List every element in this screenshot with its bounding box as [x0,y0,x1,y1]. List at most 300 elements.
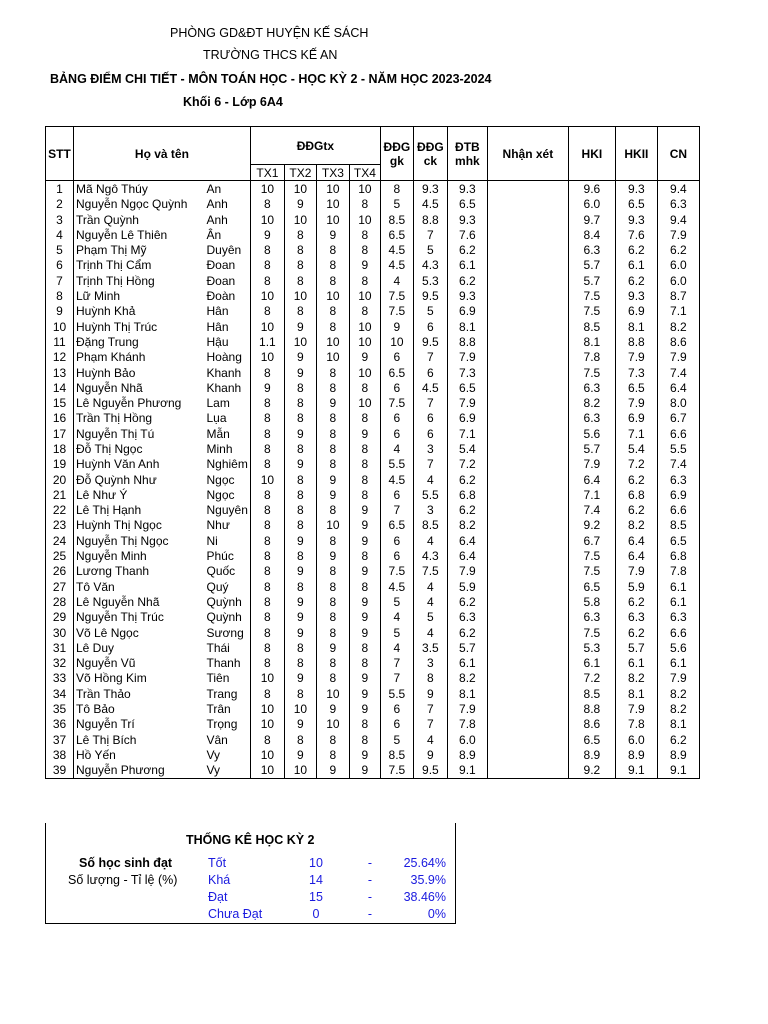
table-row [46,365,700,380]
table-cell: 8 [284,227,316,242]
table-cell: 7.9 [447,350,487,365]
table-cell: 8 [349,457,380,472]
table-cell: 8 [250,564,284,579]
table-cell: Hoàng [205,350,251,365]
table-cell: 6 [380,487,413,502]
table-cell: 8 [349,487,380,502]
table-cell: 30 [46,625,74,640]
statistics-count: 10 [309,856,323,870]
table-cell: Vy [205,747,251,762]
table-cell: 8 [349,197,380,212]
table-cell: Ni [205,533,251,548]
table-cell: 7.5 [380,564,413,579]
table-cell: 8.5 [657,518,699,533]
table-cell [487,487,568,502]
table-cell: 9 [349,594,380,609]
table-cell: 6.8 [447,487,487,502]
col-tx1: TX1 [250,165,284,181]
table-cell: 5.7 [568,441,615,456]
table-cell: 5.5 [380,686,413,701]
table-cell: 3 [413,441,447,456]
table-cell: 9 [316,548,349,563]
table-cell: Lê Thị Hạnh [74,503,205,518]
table-cell: 4.3 [413,258,447,273]
table-cell: 9 [316,763,349,779]
table-cell: 6.2 [657,732,699,747]
table-cell [487,197,568,212]
table-cell: 5 [380,197,413,212]
table-cell: Huỳnh Khả [74,304,205,319]
table-cell: 8 [316,426,349,441]
table-cell: 8.2 [657,319,699,334]
col-tx3: TX3 [316,165,349,181]
table-cell: Tô Bảo [74,701,205,716]
table-row [46,564,700,579]
table-cell: 7.8 [447,717,487,732]
table-cell [487,181,568,197]
table-cell: 5.3 [413,273,447,288]
table-cell: 6.3 [447,610,487,625]
table-cell: Đoan [205,273,251,288]
table-cell: 8 [250,487,284,502]
table-cell [487,732,568,747]
table-cell: 9 [316,701,349,716]
table-cell: 8 [284,258,316,273]
table-cell: 8 [316,319,349,334]
table-cell: 10 [316,181,349,197]
table-cell: 8.1 [568,334,615,349]
table-cell: 5.5 [413,487,447,502]
table-cell [487,472,568,487]
table-cell: 5.8 [568,594,615,609]
table-cell: 9.2 [568,518,615,533]
table-cell: 9.3 [615,181,657,197]
table-cell: 9 [284,594,316,609]
table-cell: Ân [205,227,251,242]
table-cell: 6.6 [657,426,699,441]
table-cell: Hậu [205,334,251,349]
table-cell: 7.8 [568,350,615,365]
table-cell: 6.1 [615,258,657,273]
table-cell: 6.5 [568,579,615,594]
table-cell: 8 [250,625,284,640]
table-cell: Lê Nguyễn Nhã [74,594,205,609]
table-cell: 9 [349,671,380,686]
table-cell: 4 [380,441,413,456]
table-cell: 3 [413,656,447,671]
table-cell: 8.9 [447,747,487,762]
table-cell: 8 [284,732,316,747]
table-cell: Khanh [205,380,251,395]
table-cell [487,395,568,410]
table-cell: 9 [316,227,349,242]
table-row [46,334,700,349]
table-cell: Võ Hồng Kim [74,671,205,686]
table-cell: 6 [380,701,413,716]
table-cell: 10 [316,717,349,732]
table-cell: 6.2 [615,472,657,487]
table-cell: 6.2 [615,503,657,518]
table-cell: Đỗ Thị Ngọc [74,441,205,456]
table-cell: 8 [316,411,349,426]
table-cell: 8 [316,273,349,288]
table-cell: 8.1 [657,717,699,732]
table-cell: 9 [284,426,316,441]
table-cell: 9 [413,747,447,762]
table-cell: 10 [250,472,284,487]
table-cell: 10 [250,350,284,365]
table-row [46,411,700,426]
table-cell: Tiên [205,671,251,686]
table-cell: 7.9 [568,457,615,472]
table-cell: 10 [316,334,349,349]
table-cell: 7.5 [568,625,615,640]
table-cell: Nghiêm [205,457,251,472]
table-cell: 8 [284,441,316,456]
statistics-name: Đạt [208,890,228,904]
table-cell: 6.3 [657,472,699,487]
table-cell: 8 [316,365,349,380]
table-cell [487,227,568,242]
table-cell: 6 [380,426,413,441]
table-cell [487,518,568,533]
table-cell: 6 [413,319,447,334]
table-cell: 9 [349,564,380,579]
table-row [46,671,700,686]
table-row [46,763,700,779]
table-cell: 8 [250,395,284,410]
table-cell: 10 [349,212,380,227]
table-cell: 4 [413,533,447,548]
table-cell: Lương Thanh [74,564,205,579]
table-cell: Nguyễn Thị Tú [74,426,205,441]
table-cell: 8.6 [657,334,699,349]
table-cell: 8 [284,686,316,701]
department-title: PHÒNG GD&ĐT HUYỆN KẾ SÁCH [170,26,369,40]
table-cell: Nguyễn Phương [74,763,205,779]
table-cell: Đoàn [205,288,251,303]
table-cell: 7.5 [380,288,413,303]
table-cell: 8 [250,686,284,701]
table-cell [487,656,568,671]
table-cell: 8.9 [568,747,615,762]
table-cell: 7.9 [657,671,699,686]
table-cell: 10 [250,763,284,779]
table-cell: 7.1 [657,304,699,319]
table-row [46,487,700,502]
table-cell: 10 [349,395,380,410]
table-cell: 8 [349,411,380,426]
table-cell: 4.5 [413,197,447,212]
table-cell: Quỳnh [205,594,251,609]
table-cell: 9 [284,319,316,334]
table-cell: 9 [284,365,316,380]
table-cell: Quốc [205,564,251,579]
table-cell: 8 [316,656,349,671]
table-cell: 4 [380,640,413,655]
table-cell: 9 [284,625,316,640]
table-cell: 9 [284,564,316,579]
table-row [46,625,700,640]
table-cell: Phạm Khánh [74,350,205,365]
table-cell: 6.3 [568,411,615,426]
table-cell: 10 [284,181,316,197]
table-cell: 9 [413,686,447,701]
table-cell: 8.9 [615,747,657,762]
table-cell: 5.7 [568,258,615,273]
statistics-dash: - [367,907,373,921]
table-cell: 8 [284,518,316,533]
table-cell: 10 [250,212,284,227]
table-cell: 8.9 [657,747,699,762]
table-cell: 9 [316,472,349,487]
table-cell: 28 [46,594,74,609]
table-cell: 8 [316,625,349,640]
table-cell: 6 [380,533,413,548]
table-cell: 14 [46,380,74,395]
table-cell: 8.2 [657,701,699,716]
table-cell: 5.9 [615,579,657,594]
table-cell: 7.4 [657,365,699,380]
table-cell: 7.4 [657,457,699,472]
table-cell: 8 [316,671,349,686]
table-cell: 6.5 [380,518,413,533]
table-cell: 16 [46,411,74,426]
table-cell: 31 [46,640,74,655]
table-cell: 5 [413,610,447,625]
table-cell: 8 [250,533,284,548]
table-cell: 10 [380,334,413,349]
table-cell: 8 [349,717,380,732]
table-cell: 8 [284,656,316,671]
table-cell: Nguyễn Vũ [74,656,205,671]
table-row [46,610,700,625]
statistics-panel [45,823,456,924]
table-row [46,503,700,518]
table-row [46,426,700,441]
statistics-dash: - [367,890,373,904]
table-cell [487,503,568,518]
table-cell: 6.4 [568,472,615,487]
table-cell: 8 [250,457,284,472]
table-cell: 8 [284,304,316,319]
table-cell: 8 [316,242,349,257]
table-cell: 7 [413,395,447,410]
table-cell: 4.5 [380,579,413,594]
table-cell: 7.5 [568,288,615,303]
table-cell: 5.6 [568,426,615,441]
grade-table [45,126,700,779]
table-cell [487,747,568,762]
table-cell: 36 [46,717,74,732]
table-cell: 6.2 [447,625,487,640]
table-cell: 6.2 [615,242,657,257]
table-cell: 27 [46,579,74,594]
table-cell: Mẫn [205,426,251,441]
table-cell: Phạm Thị Mỹ [74,242,205,257]
table-cell: 25 [46,548,74,563]
table-cell: 8 [413,671,447,686]
table-cell [487,365,568,380]
table-cell: 6.2 [615,273,657,288]
table-cell: 8.2 [447,671,487,686]
table-cell: 6.3 [568,242,615,257]
table-cell: 10 [349,365,380,380]
table-cell: Vy [205,763,251,779]
table-cell [487,426,568,441]
table-cell: 10 [316,288,349,303]
table-cell: Phúc [205,548,251,563]
table-cell: 9 [284,197,316,212]
table-cell: 7 [413,227,447,242]
table-cell: 8.2 [657,686,699,701]
grade-table-body [46,181,700,779]
table-cell: 4 [380,610,413,625]
table-cell: 6.9 [615,304,657,319]
table-cell: 8 [349,227,380,242]
table-cell: Lê Như Ý [74,487,205,502]
table-cell: 35 [46,701,74,716]
statistics-title: THỐNG KÊ HỌC KỲ 2 [186,833,315,847]
table-cell [487,334,568,349]
table-row [46,212,700,227]
table-cell: 7.8 [615,717,657,732]
table-cell: 24 [46,533,74,548]
table-cell: 7.9 [615,564,657,579]
table-cell: 9.4 [657,212,699,227]
table-cell: 8.1 [447,319,487,334]
table-cell: Nguyễn Lê Thiên [74,227,205,242]
table-cell: 1.1 [250,334,284,349]
table-cell: 9.5 [413,763,447,779]
table-cell [487,686,568,701]
table-cell: 6.5 [447,197,487,212]
table-cell: 8.8 [568,701,615,716]
table-cell: 3.5 [413,640,447,655]
table-cell: 9 [349,747,380,762]
table-cell: 7.4 [568,503,615,518]
table-cell: 8 [250,242,284,257]
col-comment: Nhận xét [487,127,568,181]
table-cell: 8 [284,487,316,502]
table-cell: 4.5 [380,258,413,273]
table-cell: 8 [349,548,380,563]
table-cell [487,212,568,227]
table-cell: 6 [46,258,74,273]
table-cell: 8.0 [657,395,699,410]
table-cell: An [205,181,251,197]
table-cell: Huỳnh Thị Trúc [74,319,205,334]
table-cell: 8 [250,656,284,671]
table-cell: 8.5 [568,319,615,334]
table-cell: 6.4 [657,380,699,395]
table-cell: Đỗ Quỳnh Như [74,472,205,487]
table-row [46,304,700,319]
col-tx4: TX4 [349,165,380,181]
table-cell: 7.9 [447,395,487,410]
table-cell: 8 [316,533,349,548]
table-cell [487,457,568,472]
table-cell: Anh [205,197,251,212]
table-cell: 9.3 [615,212,657,227]
table-cell: 10 [250,701,284,716]
table-cell: 6 [380,548,413,563]
table-cell: 8 [284,579,316,594]
table-cell: 7.9 [657,227,699,242]
table-cell: 10 [316,212,349,227]
table-cell: 7 [413,350,447,365]
table-cell: 32 [46,656,74,671]
table-cell: Nguyễn Ngọc Quỳnh [74,197,205,212]
table-cell: 8 [250,304,284,319]
table-row [46,518,700,533]
table-cell: 7.2 [447,457,487,472]
table-cell: 10 [316,518,349,533]
table-cell: 7.6 [447,227,487,242]
statistics-pct: 25.64% [403,856,446,870]
table-cell: 7.3 [447,365,487,380]
table-cell: 10 [349,334,380,349]
table-cell: 8 [316,457,349,472]
table-cell: 9 [284,747,316,762]
table-cell: 8 [284,411,316,426]
statistics-count: 14 [309,873,323,887]
table-cell [487,548,568,563]
table-cell: 6.3 [657,610,699,625]
table-cell: 7.5 [568,365,615,380]
table-cell: 8 [250,640,284,655]
table-cell: 9 [284,457,316,472]
table-cell: 5.7 [568,273,615,288]
table-cell: 6 [380,717,413,732]
table-cell: 5.9 [447,579,487,594]
table-cell: 4 [413,579,447,594]
table-cell: Trần Thảo [74,686,205,701]
table-cell: 6.2 [615,625,657,640]
table-cell: Nguyễn Trí [74,717,205,732]
table-cell: Lê Nguyễn Phương [74,395,205,410]
table-cell: 8 [250,426,284,441]
col-ddggk: ĐĐG gk [380,127,413,181]
table-cell: 6.1 [447,258,487,273]
table-cell: 10 [349,319,380,334]
table-cell: 10 [284,763,316,779]
table-row [46,548,700,563]
table-cell: 7 [380,671,413,686]
table-cell: 34 [46,686,74,701]
table-cell: 6.3 [568,610,615,625]
table-cell: 6.6 [657,625,699,640]
col-name: Họ và tên [74,127,251,181]
table-cell: 9 [349,701,380,716]
table-cell: 8.5 [568,686,615,701]
table-cell [487,701,568,716]
table-row [46,441,700,456]
table-row [46,457,700,472]
table-cell: 26 [46,564,74,579]
table-cell: 6.1 [568,656,615,671]
table-cell: 7.8 [657,564,699,579]
table-cell: Hân [205,304,251,319]
table-cell: 8 [284,273,316,288]
table-cell: 6.3 [568,380,615,395]
table-row [46,380,700,395]
table-row [46,288,700,303]
col-ddgtx: ĐĐGtx [250,127,380,165]
table-cell: 2 [46,197,74,212]
table-cell: Trọng [205,717,251,732]
table-cell: 6.9 [447,304,487,319]
